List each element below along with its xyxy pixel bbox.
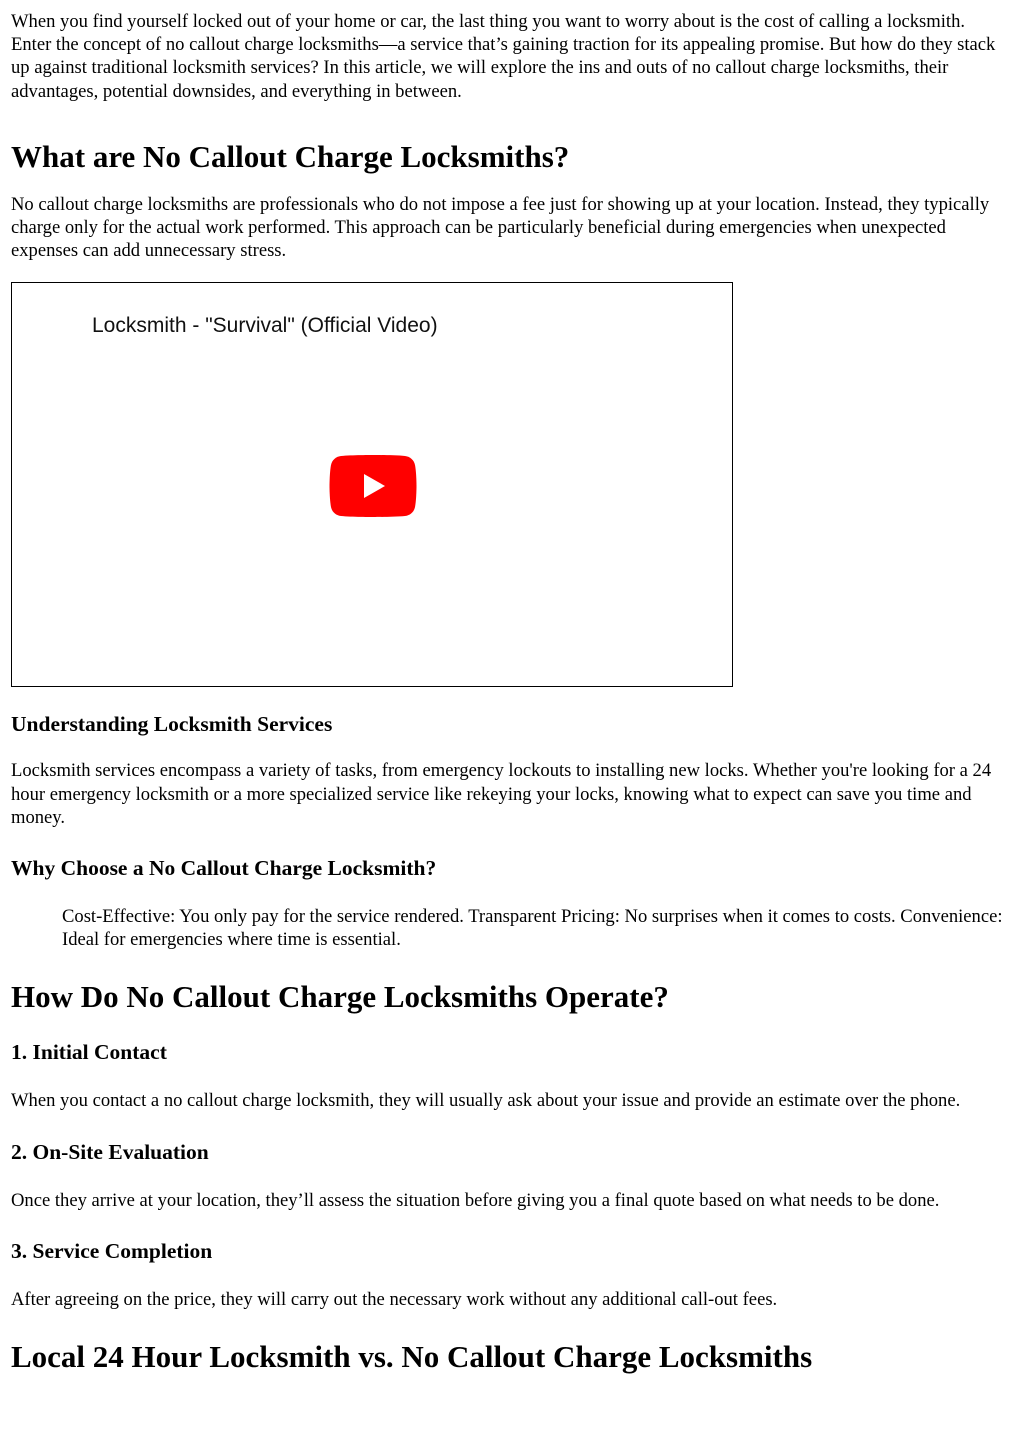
- video-title[interactable]: Locksmith - "Survival" (Official Video): [92, 314, 438, 338]
- heading-understanding: Understanding Locksmith Services: [11, 712, 333, 737]
- heading-how-operate: How Do No Callout Charge Locksmiths Operate?: [11, 979, 669, 1015]
- heading-what-are: What are No Callout Charge Locksmiths?: [11, 138, 570, 174]
- youtube-play-icon[interactable]: [329, 455, 417, 517]
- heading-local-vs: Local 24 Hour Locksmith vs. No Callout Charge Locksmiths: [11, 1339, 813, 1375]
- why-choose-list: Cost-Effective: You only pay for the service rendered. Transparent Pricing: No surprises when it comes to costs. Convenience: Ideal for emergencies where time is essential.: [62, 906, 1003, 951]
- paragraph-initial-contact: When you contact a no callout charge locksmith, they will usually ask about your issue and provide an estimate over the phone.: [11, 1090, 961, 1112]
- paragraph-service-completion: After agreeing on the price, they will carry out the necessary work without any additional call-out fees.: [11, 1288, 778, 1310]
- article: [11, 10, 1007, 1375]
- heading-service-completion: 3. Service Completion: [11, 1238, 213, 1263]
- paragraph-understanding: Locksmith services encompass a variety of tasks, from emergency lockouts to installing new locks. Whether you're looking for a 24 hour emergency locksmith or a more specialized service like rekeying your locks, knowing what to expect can save you time and money.: [11, 760, 992, 828]
- heading-why-choose: Why Choose a No Callout Charge Locksmith?: [11, 856, 437, 881]
- video-embed[interactable]: [11, 282, 733, 687]
- intro-paragraph: When you find yourself locked out of your home or car, the last thing you want to worry about is the cost of calling a locksmith. Enter the concept of no callout charge locksmiths—a service that’s gaining traction for its appealing promise. But how do they stack up against traditional locksmith services? In this article, we will explore the ins and outs of no callout charge locksmiths, their advantages, potential downsides, and everything in between.: [11, 11, 996, 102]
- paragraph-on-site-evaluation: Once they arrive at your location, they’ll assess the situation before giving you a final quote based on what needs to be done.: [11, 1189, 940, 1211]
- paragraph-what-are: No callout charge locksmiths are professionals who do not impose a fee just for showing up at your location. Instead, they typically charge only for the actual work performed. This approach can be particularly beneficial during emergencies when unexpected expenses can add unnecessary stress.: [11, 193, 990, 262]
- heading-initial-contact: 1. Initial Contact: [11, 1040, 167, 1065]
- heading-on-site-evaluation: 2. On-Site Evaluation: [11, 1139, 209, 1164]
